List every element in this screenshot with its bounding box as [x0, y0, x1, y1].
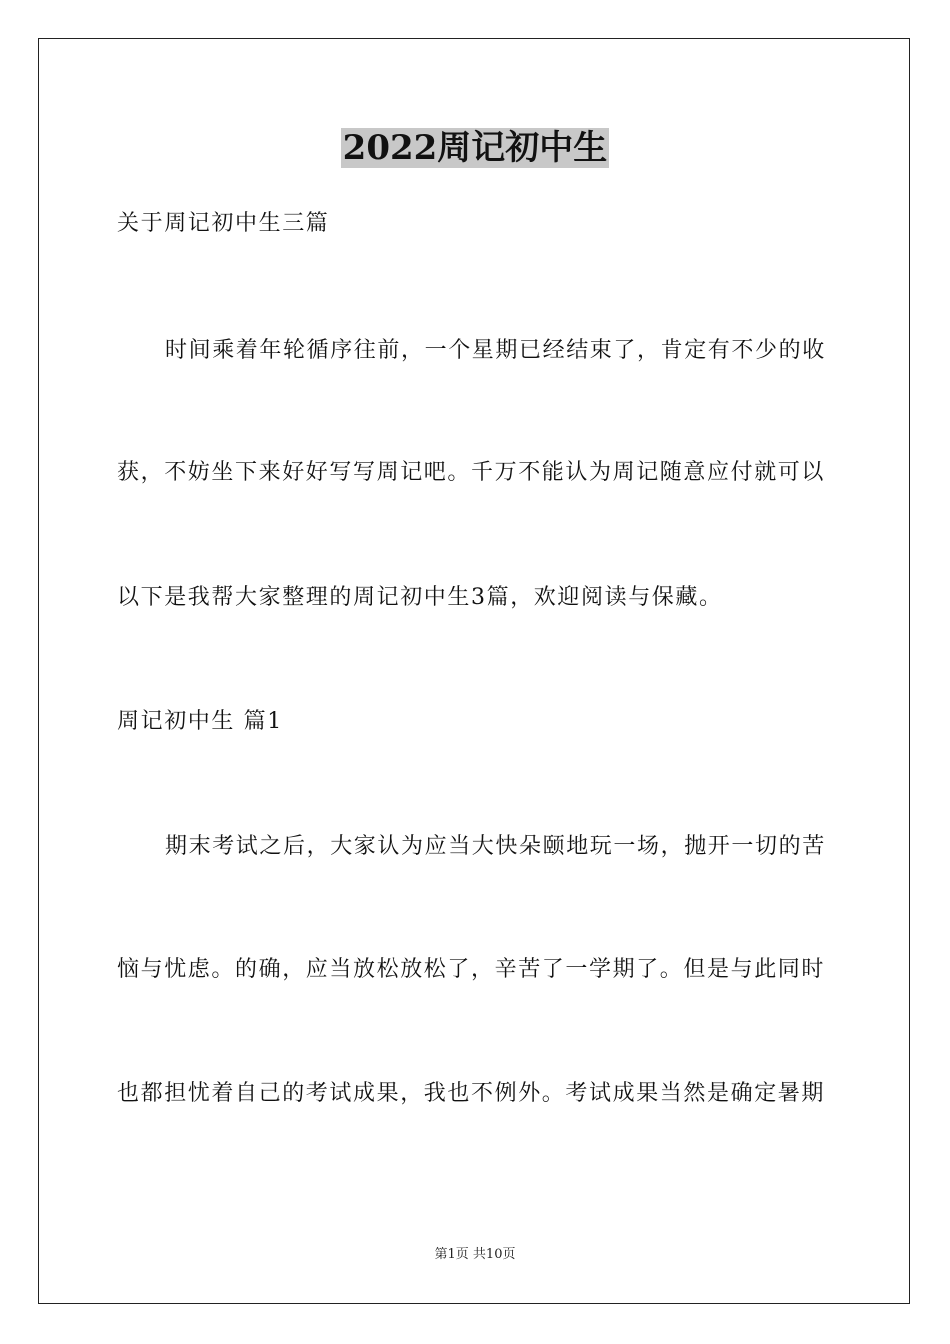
page-footer: 第1页 共10页 [434, 1247, 516, 1262]
paragraph-line: 获，不妨坐下来好好写写周记吧。千万不能认为周记随意应付就可以 [117, 460, 826, 485]
paragraph-line: 以下是我帮大家整理的周记初中生3篇，欢迎阅读与保藏。 [117, 585, 723, 610]
paragraph-line: 恼与忧虑。的确，应当放松放松了，辛苦了一学期了。但是与此同时 [117, 957, 826, 982]
paragraph-line: 时间乘着年轮循序往前，一个星期已经结束了，肯定有不少的收 [165, 338, 826, 363]
intro-heading: 关于周记初中生三篇 [117, 211, 330, 236]
section-heading: 周记初中生 篇1 [117, 709, 283, 734]
paragraph-line: 也都担忧着自己的考试成果，我也不例外。考试成果当然是确定暑期 [117, 1081, 826, 1106]
title-container [0, 128, 950, 168]
document-title: 2022周记初中生 [342, 128, 608, 168]
paragraph-line: 期末考试之后，大家认为应当大快朵颐地玩一场，抛开一切的苦 [165, 834, 826, 859]
